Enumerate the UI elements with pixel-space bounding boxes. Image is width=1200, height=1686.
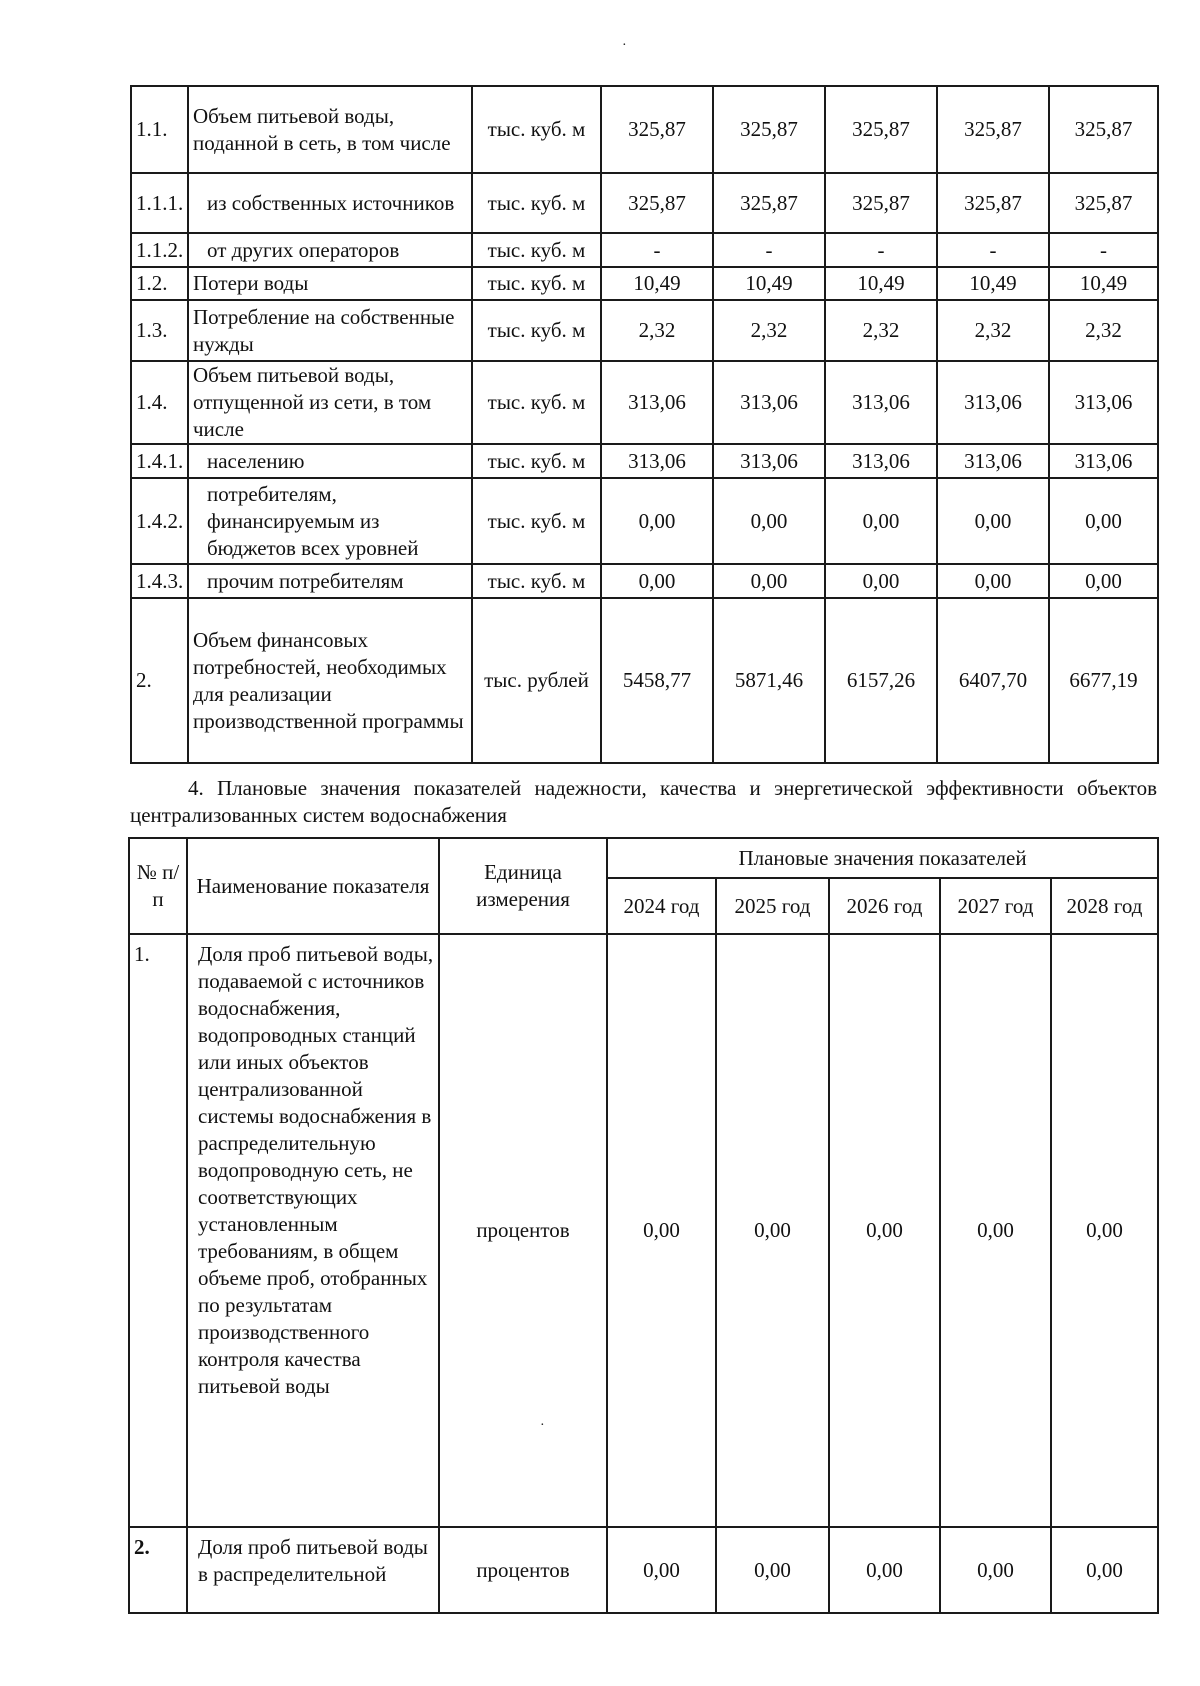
- table-row: [129, 1527, 1158, 1613]
- value-cell: 325,87: [713, 173, 825, 233]
- row-unit: тыс. куб. м: [472, 267, 601, 300]
- row-unit: процентов: [439, 1527, 607, 1613]
- header-year: 2025 год: [716, 878, 829, 934]
- value-cell: 0,00: [607, 1527, 716, 1613]
- row-name: Потребление на собственные нужды: [188, 300, 472, 361]
- value-cell: 313,06: [937, 444, 1049, 478]
- value-cell: 325,87: [937, 173, 1049, 233]
- value-cell: 325,87: [601, 173, 713, 233]
- value-cell: 5458,77: [601, 598, 713, 763]
- value-cell: 325,87: [825, 173, 937, 233]
- table-row: [131, 444, 1158, 478]
- row-name: от других операторов: [188, 233, 472, 267]
- value-cell: 0,00: [825, 564, 937, 598]
- value-cell: 0,00: [1049, 478, 1158, 564]
- row-number: 2.: [131, 598, 188, 763]
- value-cell: 325,87: [1049, 86, 1158, 173]
- row-number: 1.: [129, 934, 187, 1527]
- scan-dot: ·: [622, 38, 627, 53]
- row-name: Доля проб питьевой воды, подаваемой с источников водоснабжения, водопроводных станций или иных объектов централизованной системы водоснабжения в распределительную водопроводную сеть, не соответствующих установленным требованиям, в общем объеме проб, отобранных по результатам производственного контроля качества питьевой воды: [187, 934, 439, 1527]
- row-unit: тыс. куб. м: [472, 173, 601, 233]
- table-row: [129, 934, 1158, 1527]
- value-cell: 325,87: [937, 86, 1049, 173]
- section-heading: 4. Плановые значения показателей надежности, качества и энергетической эффективности объектов централизованных систем водоснабжения: [130, 776, 1157, 827]
- row-number: 1.1.1.: [131, 173, 188, 233]
- value-cell: 2,32: [1049, 300, 1158, 361]
- value-cell: 313,06: [1049, 361, 1158, 444]
- row-name: из собственных источников: [188, 173, 472, 233]
- value-cell: 0,00: [937, 564, 1049, 598]
- row-unit: процентов: [439, 934, 607, 1527]
- row-number: 2.: [129, 1527, 187, 1613]
- row-name: Объем питьевой воды, отпущенной из сети, в том числе: [188, 361, 472, 444]
- row-number: 1.3.: [131, 300, 188, 361]
- row-unit: тыс. куб. м: [472, 478, 601, 564]
- scan-dot: ·: [540, 1418, 545, 1433]
- value-cell: 325,87: [825, 86, 937, 173]
- table-row: [131, 564, 1158, 598]
- value-cell: 0,00: [716, 934, 829, 1527]
- value-cell: 313,06: [825, 444, 937, 478]
- header-row: [129, 838, 1158, 878]
- row-number: 1.1.: [131, 86, 188, 173]
- value-cell: 0,00: [601, 478, 713, 564]
- value-cell: 0,00: [716, 1527, 829, 1613]
- value-cell: 0,00: [1049, 564, 1158, 598]
- value-cell: 0,00: [940, 934, 1051, 1527]
- header-year: 2028 год: [1051, 878, 1158, 934]
- value-cell: 0,00: [713, 478, 825, 564]
- value-cell: 325,87: [601, 86, 713, 173]
- value-cell: 0,00: [601, 564, 713, 598]
- value-cell: 325,87: [1049, 173, 1158, 233]
- row-number: 1.2.: [131, 267, 188, 300]
- header-planned: Плановые значения показателей: [607, 838, 1158, 878]
- value-cell: 2,32: [713, 300, 825, 361]
- value-cell: 325,87: [713, 86, 825, 173]
- row-unit: тыс. куб. м: [472, 564, 601, 598]
- value-cell: 313,06: [1049, 444, 1158, 478]
- value-cell: 313,06: [601, 444, 713, 478]
- value-cell: 0,00: [713, 564, 825, 598]
- row-unit: тыс. куб. м: [472, 444, 601, 478]
- row-name: Доля проб питьевой воды в распределительной: [187, 1527, 439, 1613]
- row-name: прочим потребителям: [188, 564, 472, 598]
- row-number: 1.4.1.: [131, 444, 188, 478]
- table-row: [131, 361, 1158, 444]
- value-cell: 0,00: [940, 1527, 1051, 1613]
- value-cell: 10,49: [601, 267, 713, 300]
- value-cell: 0,00: [1051, 934, 1158, 1527]
- table-row: [131, 173, 1158, 233]
- value-cell: 10,49: [1049, 267, 1158, 300]
- value-cell: 313,06: [825, 361, 937, 444]
- value-cell: 6157,26: [825, 598, 937, 763]
- value-cell: 0,00: [607, 934, 716, 1527]
- header-num: № п/п: [129, 838, 187, 934]
- value-cell: 2,32: [601, 300, 713, 361]
- row-unit: тыс. рублей: [472, 598, 601, 763]
- row-number: 1.4.3.: [131, 564, 188, 598]
- table-row: [131, 478, 1158, 564]
- value-cell: -: [825, 233, 937, 267]
- header-year: 2027 год: [940, 878, 1051, 934]
- value-cell: 313,06: [601, 361, 713, 444]
- value-cell: 2,32: [937, 300, 1049, 361]
- table-row: [131, 267, 1158, 300]
- row-number: 1.4.2.: [131, 478, 188, 564]
- row-unit: тыс. куб. м: [472, 233, 601, 267]
- value-cell: 0,00: [829, 1527, 940, 1613]
- table-row: [131, 86, 1158, 173]
- value-cell: -: [1049, 233, 1158, 267]
- value-cell: 10,49: [937, 267, 1049, 300]
- value-cell: 6677,19: [1049, 598, 1158, 763]
- value-cell: 5871,46: [713, 598, 825, 763]
- row-name: Объем финансовых потребностей, необходимых для реализации производственной программы: [188, 598, 472, 763]
- header-unit: Единица измерения: [439, 838, 607, 934]
- table-row: [131, 300, 1158, 361]
- table-row: [131, 233, 1158, 267]
- value-cell: 10,49: [713, 267, 825, 300]
- value-cell: -: [601, 233, 713, 267]
- row-name: Потери воды: [188, 267, 472, 300]
- row-name: населению: [188, 444, 472, 478]
- value-cell: 6407,70: [937, 598, 1049, 763]
- row-unit: тыс. куб. м: [472, 300, 601, 361]
- row-number: 1.1.2.: [131, 233, 188, 267]
- value-cell: 313,06: [713, 444, 825, 478]
- row-number: 1.4.: [131, 361, 188, 444]
- value-cell: -: [713, 233, 825, 267]
- header-year: 2024 год: [607, 878, 716, 934]
- row-name: потребителям, финансируемым из бюджетов всех уровней: [188, 478, 472, 564]
- row-name: Объем питьевой воды, поданной в сеть, в том числе: [188, 86, 472, 173]
- value-cell: 10,49: [825, 267, 937, 300]
- value-cell: 0,00: [937, 478, 1049, 564]
- value-cell: 0,00: [829, 934, 940, 1527]
- value-cell: 313,06: [937, 361, 1049, 444]
- header-year: 2026 год: [829, 878, 940, 934]
- production-volume-table: [130, 85, 1159, 764]
- value-cell: 0,00: [825, 478, 937, 564]
- header-name: Наименование показателя: [187, 838, 439, 934]
- value-cell: 2,32: [825, 300, 937, 361]
- value-cell: 0,00: [1051, 1527, 1158, 1613]
- value-cell: 313,06: [713, 361, 825, 444]
- table-row: [131, 598, 1158, 763]
- planned-indicators-table: [128, 837, 1159, 1614]
- row-unit: тыс. куб. м: [472, 86, 601, 173]
- row-unit: тыс. куб. м: [472, 361, 601, 444]
- value-cell: -: [937, 233, 1049, 267]
